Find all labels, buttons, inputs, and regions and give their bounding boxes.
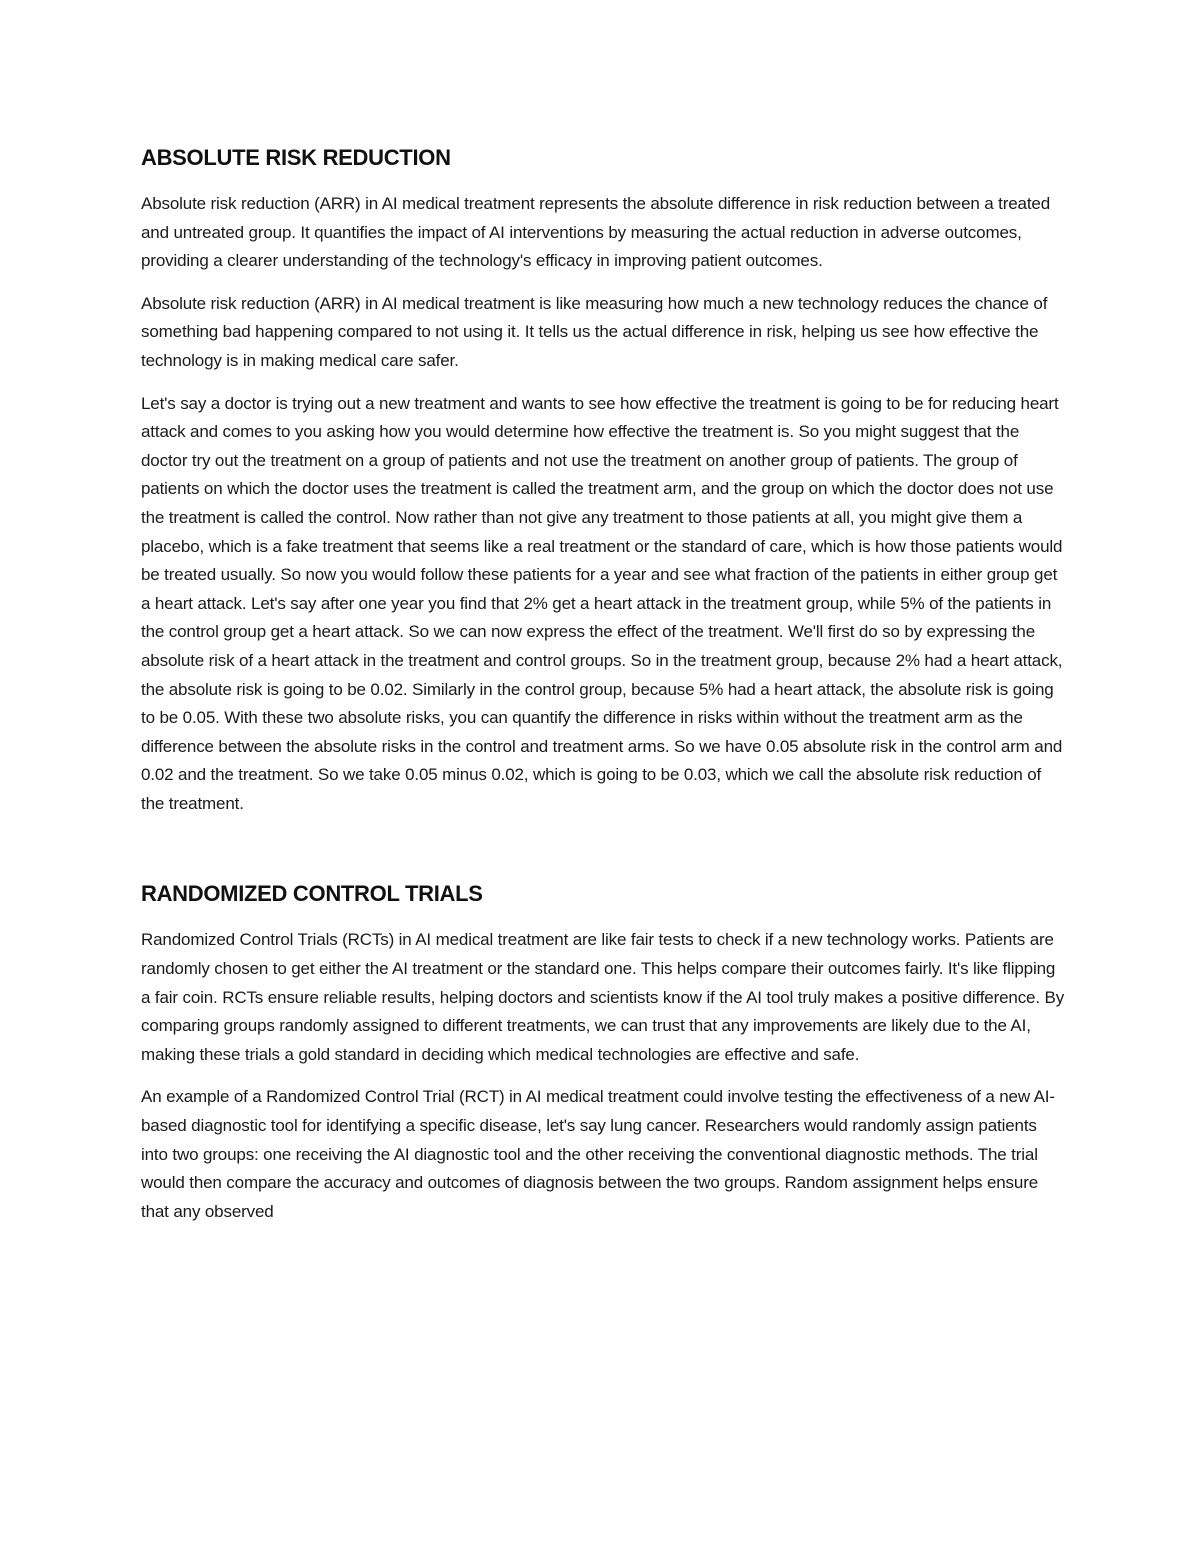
paragraph: An example of a Randomized Control Trial (RCT) in AI medical treatment could involve testing the effectiveness of a new AI-based diagnostic tool for identifying a specific disease, let's say lung cancer. Researchers would randomly assign patients into two groups: one receiving the AI diagnostic tool and the other receiving the conventional diagnostic methods. The trial would then compare the accuracy and outcomes of diagnosis between the two groups. Random assignment helps ensure that any observed [141,1087,1055,1221]
paragraph: Randomized Control Trials (RCTs) in AI medical treatment are like fair tests to check if a new technology works. Patients are randomly chosen to get either the AI treatment or the standard one. This helps compare their outcomes fairly. It's like flipping a fair coin. RCTs ensure reliable results, helping doctors and scientists know if the AI tool truly makes a positive difference. By comparing groups randomly assigned to different treatments, we can trust that any improvements are likely due to the AI, making these trials a gold standard in deciding which medical technologies are effective and safe. [141,930,1065,1064]
section-absolute-risk-reduction [141,140,1066,818]
paragraph: Let's say a doctor is trying out a new treatment and wants to see how effective the treatment is going to be for reducing heart attack and comes to you asking how you would determine how effective the treatment is. So you might suggest that the doctor try out the treatment on a group of patients and not use the treatment on another group of patients. The group of patients on which the doctor uses the treatment is called the treatment arm, and the group on which the doctor does not use the treatment is called the control. Now rather than not give any treatment to those patients at all, you might give them a placebo, which is a fake treatment that seems like a real treatment or the standard of care, which is how those patients would be treated usually. So now you would follow these patients for a year and see what fraction of the patients in either group get a heart attack. Let's say after one year you find that 2% get a heart attack in the treatment group, while 5% of the patients in the control group get a heart attack. So we can now express the effect of the treatment. We'll first do so by expressing the absolute risk of a heart attack in the treatment and control groups. So in the treatment group, because 2% had a heart attack, the absolute risk is going to be 0.02. Similarly in the control group, because 5% had a heart attack, the absolute risk is going to be 0.05. With these two absolute risks, you can quantify the difference in risks within without the treatment arm as the difference between the absolute risks in the control and treatment arms. So we have 0.05 absolute risk in the control arm and 0.02 and the treatment. So we take 0.05 minus 0.02, which is going to be 0.03, which we call the absolute risk reduction of the treatment. [141,393,1063,813]
paragraph: Absolute risk reduction (ARR) in AI medical treatment represents the absolute difference in risk reduction between a treated and untreated group. It quantifies the impact of AI interventions by measuring the actual reduction in adverse outcomes, providing a clearer understanding of the technology's efficacy in improving patient outcomes. [141,194,1051,271]
document-page [141,140,1066,1240]
section-heading: RANDOMIZED CONTROL TRIALS [141,881,483,907]
paragraph: Absolute risk reduction (ARR) in AI medical treatment is like measuring how much a new technology reduces the chance of something bad happening compared to not using it. It tells us the actual difference in risk, helping us see how effective the technology is in making medical care safer. [141,293,1048,370]
section-randomized-control-trials [141,876,1066,1226]
section-heading: ABSOLUTE RISK REDUCTION [141,145,451,170]
